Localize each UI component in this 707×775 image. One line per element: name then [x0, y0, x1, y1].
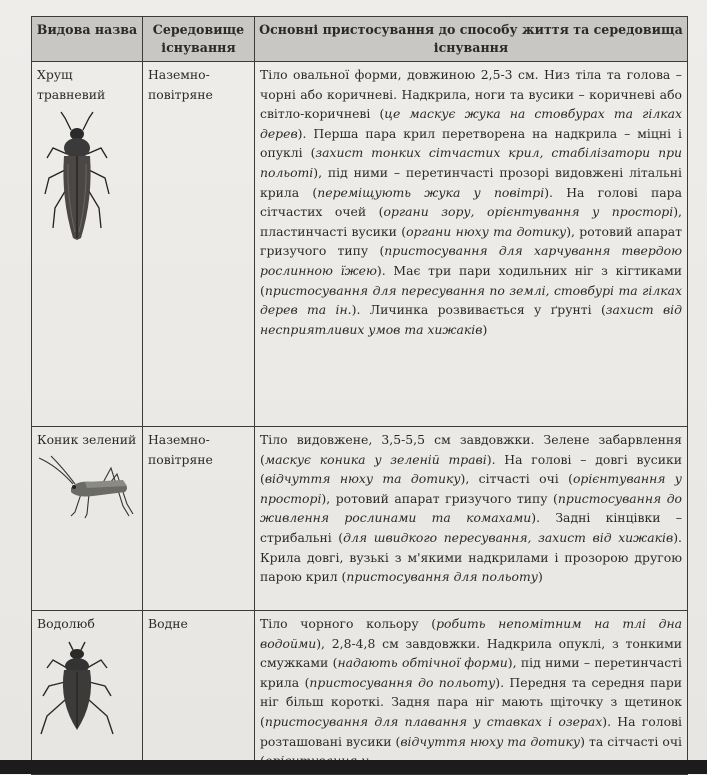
- adaptation-text: ), ротовий апарат гризучого типу (: [321, 490, 558, 506]
- adaptation-text: ), пластинчасті вусики (: [260, 204, 682, 239]
- species-name: Хрущ травневий: [37, 67, 106, 102]
- adaptation-text: ), під ними – перетинчасті крила (: [260, 655, 682, 690]
- species-name: Коник зелений: [37, 432, 137, 447]
- adaptation-text: ). Передня та середня пари ніг більш короткі. Задня пара ніг мають щіточку з щетинок (: [260, 674, 683, 729]
- adaptation-text: ). Перша пара крил перетворена на надкрила – міцні і опуклі (: [260, 125, 682, 161]
- table-row: [32, 62, 688, 427]
- adaptation-text: ). Личинка розвивається у ґрунті (: [351, 302, 606, 318]
- adaptation-text: ). Крила довгі, вузькі з м'якими надкрилами і прозорою другою парою крил (: [260, 529, 682, 585]
- habitat-value: Водне: [148, 616, 188, 631]
- header-habitat: Середовище існування: [143, 17, 255, 62]
- adaptation-text: ), під ними – перетинчасті прозорі видовжені літальні крила (: [260, 164, 682, 200]
- table-header-row: [32, 17, 688, 62]
- adaptation-text: ). Задні кінцівки – стрибальні (: [260, 510, 682, 545]
- adaptation-purpose: пристосування для польоту: [346, 569, 538, 585]
- adaptation-purpose: це маскує жука на стовбурах та гілках дерев: [260, 106, 682, 141]
- adaptation-text: ): [537, 569, 543, 585]
- header-species-name: Видова назва: [32, 17, 143, 62]
- adaptation-text: Тіло овальної форми, довжиною 2,5-3 см. Низ тіла та голова – чорні або коричневі. Надкрила, ноги та вусики – коричневі або світло-коричневі (: [260, 67, 682, 122]
- adaptation-purpose: орієнтування у просторі: [260, 471, 682, 506]
- species-cell: [32, 427, 143, 611]
- adaptations-description: [255, 611, 688, 775]
- adaptation-purpose: органи нюху та дотику: [406, 223, 567, 239]
- adaptation-purpose: пристосування до живлення рослинами та комахами: [260, 490, 683, 526]
- header-adaptations: Основні пристосування до способу життя та середовища існування: [255, 17, 688, 62]
- habitat-value: Наземно-повітряне: [148, 67, 213, 102]
- adaptation-purpose: надають обтічної форми: [337, 655, 508, 671]
- habitat-value: Наземно-повітряне: [148, 432, 213, 467]
- adaptation-text: ): [482, 321, 488, 337]
- adaptation-text: ). На голові пара сітчастих очей (: [260, 184, 682, 220]
- adaptation-purpose: відчуття нюху та дотику: [400, 733, 581, 749]
- adaptation-purpose: відчуття нюху та дотику: [264, 471, 461, 487]
- adaptation-purpose: маскує коника у зеленій траві: [264, 451, 487, 467]
- adaptation-purpose: захист тонких сітчастих крил, стабілізатори при польоті: [260, 145, 682, 180]
- adaptations-description: [255, 62, 688, 427]
- species-cell: [32, 611, 143, 775]
- adaptation-text: ). На голові розташовані вусики (: [260, 713, 682, 749]
- adaptation-purpose: пристосування для пересування по землі, стовбурі та гілках дерев та ін.: [260, 282, 682, 318]
- species-cell: [32, 62, 143, 427]
- water-beetle-icon: [37, 638, 117, 738]
- adaptation-purpose: для швидкого пересування, захист від хижаків: [343, 529, 674, 545]
- habitat-cell: [143, 427, 255, 611]
- cockchafer-beetle-icon: [37, 108, 117, 248]
- adaptations-table: [31, 16, 688, 775]
- adaptation-purpose: органи зору, орієнтування у просторі: [383, 204, 674, 220]
- adaptation-text: ), 2,8-4,8 см завдовжки. Надкрила опуклі, з тонкими смужками (: [260, 635, 682, 671]
- adaptation-purpose: переміщують жука у повітрі: [317, 184, 545, 200]
- table-row: [32, 611, 688, 775]
- adaptation-text: ), ротовий апарат гризучого типу (: [260, 223, 683, 259]
- table-row: [32, 427, 688, 611]
- adaptation-text: ), сітчасті очі (: [460, 471, 573, 487]
- species-name: Водолюб: [37, 616, 95, 631]
- page-bottom-edge: [0, 760, 707, 774]
- adaptation-text: Тіло видовжене, 3,5-5,5 см завдовжки. Зелене забарвлення (: [260, 432, 682, 467]
- adaptations-description: [255, 427, 688, 611]
- adaptation-text: ) та сітчасті очі: [580, 733, 683, 749]
- adaptation-text: ). На голові – довгі вусики (: [260, 451, 683, 487]
- adaptation-purpose: захист від несприятливих умов та хижаків: [260, 302, 682, 337]
- adaptation-purpose: робить непомітним на тлі дна водойми: [260, 616, 682, 651]
- adaptation-purpose: пристосування для плавання у ставках і озерах: [264, 713, 603, 729]
- adaptation-text: ). Має три пари ходильних ніг з кігтиками (: [260, 262, 682, 298]
- habitat-cell: [143, 62, 255, 427]
- grasshopper-icon: [37, 454, 137, 524]
- adaptation-purpose: пристосування до польоту: [309, 674, 496, 690]
- adaptation-text: Тіло чорного кольору (: [260, 616, 437, 631]
- adaptation-purpose: пристосування для харчування твердою рослинною їжею: [260, 243, 682, 278]
- habitat-cell: [143, 611, 255, 775]
